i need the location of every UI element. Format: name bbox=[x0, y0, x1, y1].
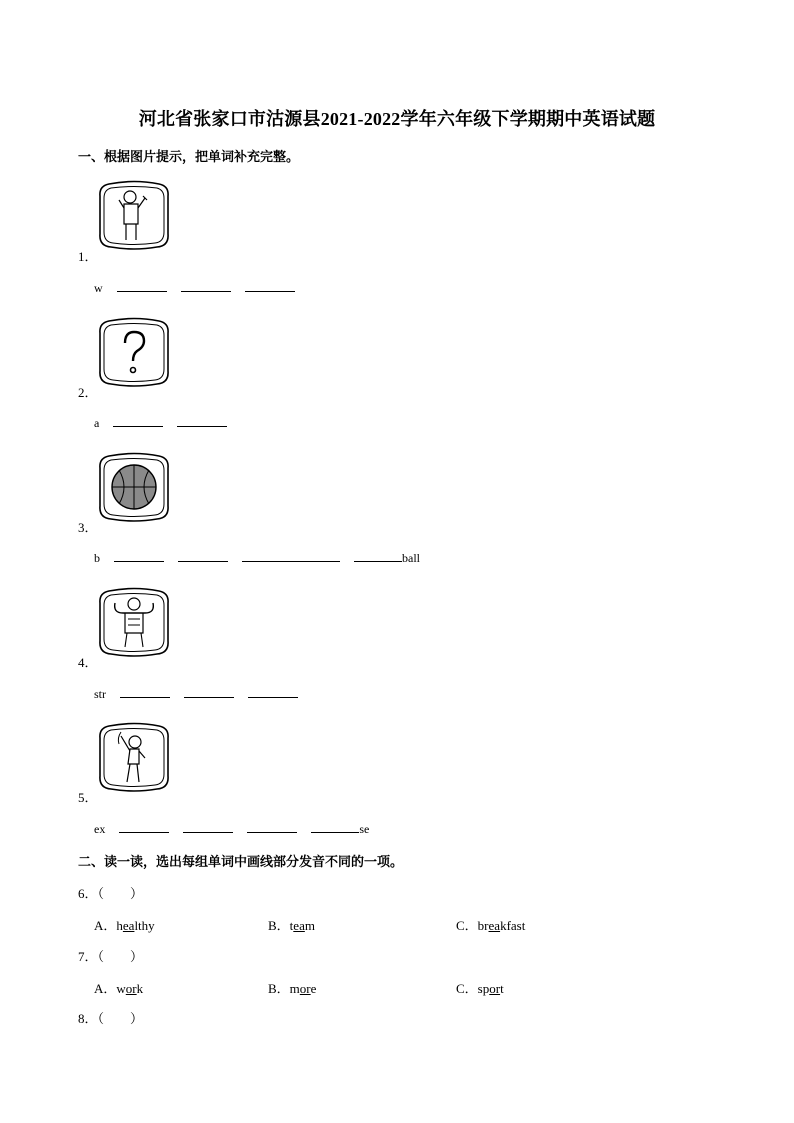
item-3-suffix: ball bbox=[402, 551, 420, 565]
item-3-number: 3． bbox=[78, 520, 98, 535]
item-2-prefix: a bbox=[94, 416, 100, 430]
question-7-option-a[interactable]: A．work bbox=[94, 981, 144, 996]
blank[interactable] bbox=[177, 425, 227, 427]
blank[interactable] bbox=[181, 290, 231, 292]
person-waving-icon bbox=[97, 180, 171, 250]
blank[interactable] bbox=[247, 831, 297, 833]
blank[interactable] bbox=[248, 696, 298, 698]
question-7-option-b[interactable]: B．more bbox=[268, 981, 317, 996]
item-4-prefix: str bbox=[94, 687, 106, 701]
item-2-number: 2． bbox=[78, 385, 98, 400]
question-6-number: 6．（ ） bbox=[78, 886, 144, 901]
blank[interactable] bbox=[178, 560, 228, 562]
item-4-answer-line bbox=[94, 687, 312, 702]
item-1-prefix: w bbox=[94, 281, 103, 295]
item-5-prefix: ex bbox=[94, 822, 106, 836]
blank[interactable] bbox=[245, 290, 295, 292]
blank[interactable] bbox=[184, 696, 234, 698]
blank[interactable] bbox=[242, 560, 340, 562]
item-5-number: 5． bbox=[78, 790, 98, 805]
question-6-option-c[interactable]: C．breakfast bbox=[456, 918, 526, 933]
section2-heading: 二、读一读，选出每组单词中画线部分发音不同的一项。 bbox=[78, 854, 404, 869]
strong-man-icon bbox=[97, 587, 171, 657]
item-4-number: 4． bbox=[78, 655, 98, 670]
blank[interactable] bbox=[113, 425, 163, 427]
question-7-number: 7．（ ） bbox=[78, 949, 144, 964]
item-1-number: 1． bbox=[78, 249, 98, 264]
question-6-option-b[interactable]: B．team bbox=[268, 918, 315, 933]
item-1-answer-line bbox=[94, 281, 309, 296]
basketball-icon bbox=[97, 452, 171, 522]
item-2-answer-line bbox=[94, 416, 241, 431]
question-7-option-c[interactable]: C．sport bbox=[456, 981, 504, 996]
blank[interactable] bbox=[117, 290, 167, 292]
blank[interactable] bbox=[311, 831, 359, 833]
exercising-boy-icon bbox=[97, 722, 171, 792]
item-3-answer-line bbox=[94, 551, 420, 566]
blank[interactable] bbox=[354, 560, 402, 562]
blank[interactable] bbox=[120, 696, 170, 698]
question-6-option-a[interactable]: A．healthy bbox=[94, 918, 155, 933]
question-8-number: 8．（ ） bbox=[78, 1011, 144, 1026]
item-5-suffix: se bbox=[359, 822, 370, 836]
blank[interactable] bbox=[114, 560, 164, 562]
blank[interactable] bbox=[119, 831, 169, 833]
blank[interactable] bbox=[183, 831, 233, 833]
item-5-answer-line bbox=[94, 822, 369, 837]
page-title: 河北省张家口市沽源县2021-2022学年六年级下学期期中英语试题 bbox=[138, 109, 656, 129]
question-mark-icon bbox=[97, 317, 171, 387]
item-3-prefix: b bbox=[94, 551, 100, 565]
section1-heading: 一、根据图片提示，把单词补充完整。 bbox=[78, 149, 300, 164]
